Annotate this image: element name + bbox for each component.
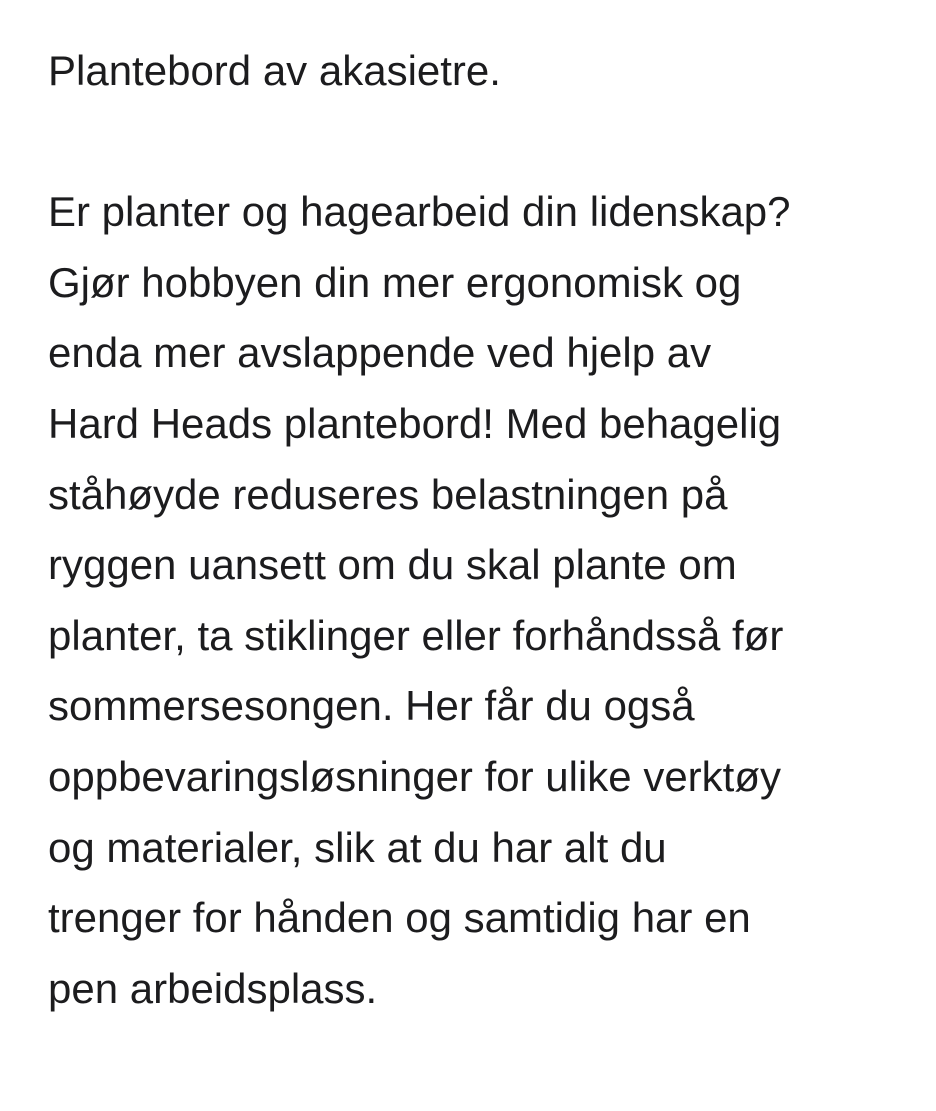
body-line: Gjør hobbyen din mer ergonomisk og [48,258,742,306]
product-description [48,36,928,1024]
body-line: Hard Heads plantebord! Med behagelig [48,399,782,447]
body-line: ryggen uansett om du skal plante om [48,541,737,589]
body-line: sommersesongen. Her får du også [48,682,695,730]
body-line: enda mer avslappende ved hjelp av [48,329,712,377]
description-body [48,177,928,1024]
description-title: Plantebord av akasietre. [48,47,501,94]
body-line: ståhøyde reduseres belastningen på [48,470,728,518]
body-line: oppbevaringsløsninger for ulike verktøy [48,752,781,800]
body-line: Er planter og hagearbeid din lidenskap? [48,188,791,236]
body-line: planter, ta stiklinger eller forhåndsså før [48,611,784,659]
paragraph-spacer [48,107,928,178]
body-line: og materialer, slik at du har alt du [48,823,667,871]
body-line: pen arbeidsplass. [48,964,378,1012]
body-line: trenger for hånden og samtidig har en [48,894,751,942]
